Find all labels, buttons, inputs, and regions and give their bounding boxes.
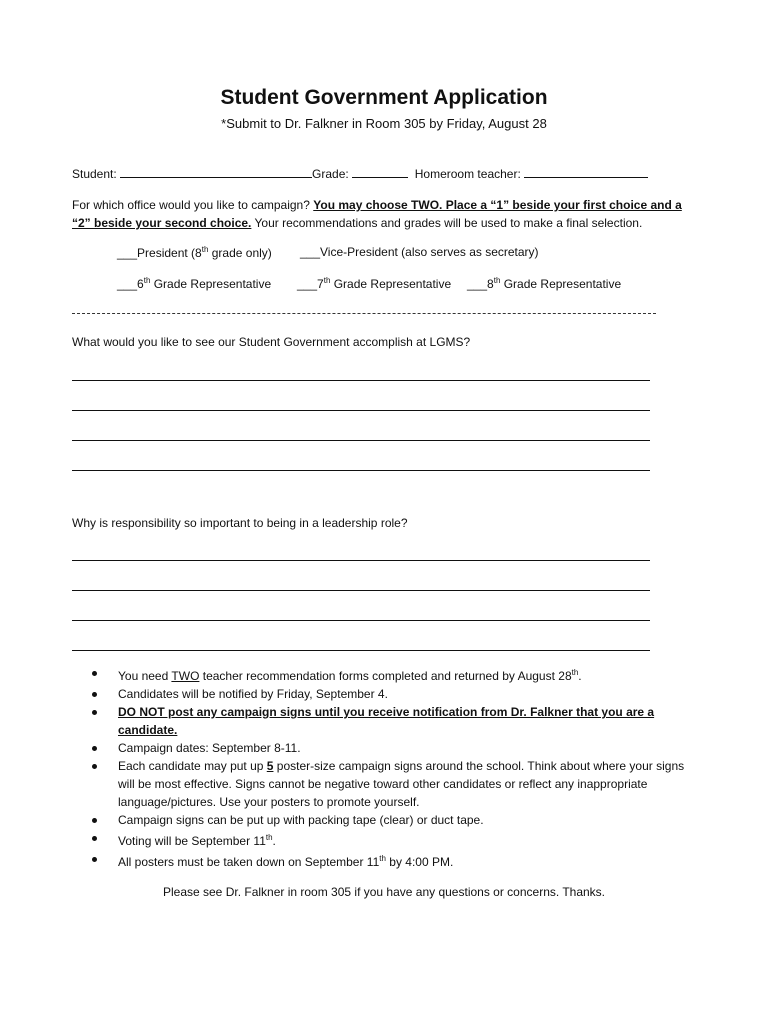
section-divider [72, 313, 656, 314]
bullet-icon [92, 692, 97, 697]
answer-line[interactable] [72, 410, 650, 411]
list-item: Campaign signs can be put up with packing tape (clear) or duct tape. [72, 811, 692, 829]
office-option-6th-grade-rep[interactable]: ___6th Grade Representative [117, 276, 272, 291]
list-item: Voting will be September 11th. [72, 829, 692, 850]
bullet-icon [92, 857, 97, 862]
answer-line[interactable] [72, 620, 650, 621]
office-option-vice-president[interactable]: ___Vice-President (also serves as secretary) [300, 245, 539, 259]
list-item: You need TWO teacher recommendation forms completed and returned by August 28th. [72, 664, 692, 685]
office-option-president[interactable]: ___President (8th grade only) [117, 245, 272, 260]
rules-list [72, 664, 692, 871]
question-responsibility: Why is responsibility so important to being in a leadership role? [72, 516, 408, 530]
answer-line[interactable] [72, 470, 650, 471]
office-option-7th-grade-rep[interactable]: ___7th Grade Representative [297, 276, 452, 291]
bullet-icon [92, 710, 97, 715]
answer-line[interactable] [72, 380, 650, 381]
submission-instructions: *Submit to Dr. Falkner in Room 305 by Friday, August 28 [221, 116, 547, 131]
page-title: Student Government Application [220, 86, 548, 109]
bullet-icon [92, 746, 97, 751]
student-name-field[interactable] [120, 165, 312, 178]
question-accomplish: What would you like to see our Student Government accomplish at LGMS? [72, 335, 471, 349]
homeroom-label: Homeroom teacher: [414, 167, 525, 181]
list-item: DO NOT post any campaign signs until you receive notification from Dr. Falkner that you are a candidate. [72, 703, 692, 739]
grade-label: Grade: [312, 167, 353, 181]
list-item: Campaign dates: September 8-11. [72, 739, 692, 757]
bullet-icon [92, 818, 97, 823]
student-info-row [72, 165, 712, 183]
answer-line[interactable] [72, 560, 650, 561]
office-question-lead: For which office would you like to campaign? [72, 198, 314, 212]
office-question [72, 196, 702, 232]
closing-note: Please see Dr. Falkner in room 305 if you have any questions or concerns. Thanks. [162, 885, 605, 899]
bullet-icon [92, 836, 97, 841]
office-question-tail: Your recommendations and grades will be used to make a final selection. [251, 216, 643, 230]
list-item: All posters must be taken down on September 11th by 4:00 PM. [72, 850, 692, 871]
answer-line[interactable] [72, 590, 650, 591]
list-item: Candidates will be notified by Friday, September 4. [72, 685, 692, 703]
homeroom-teacher-field[interactable] [524, 165, 648, 178]
answer-line[interactable] [72, 650, 650, 651]
answer-line[interactable] [72, 440, 650, 441]
list-item: Each candidate may put up 5 poster-size campaign signs around the school. Think about where your signs will be most effective. Signs cannot be negative toward other candidates or reflect any inappropriate language/pictures. Use your posters to promote yourself. [72, 757, 692, 811]
office-choice-instruction: You may choose TWO. Place a “1” beside your first choice and a “2” beside your second choice. [72, 198, 682, 230]
bullet-icon [92, 671, 97, 676]
office-option-8th-grade-rep[interactable]: ___8th Grade Representative [467, 276, 622, 291]
grade-field[interactable] [352, 165, 408, 178]
bullet-icon [92, 764, 97, 769]
student-label: Student: [72, 167, 121, 181]
